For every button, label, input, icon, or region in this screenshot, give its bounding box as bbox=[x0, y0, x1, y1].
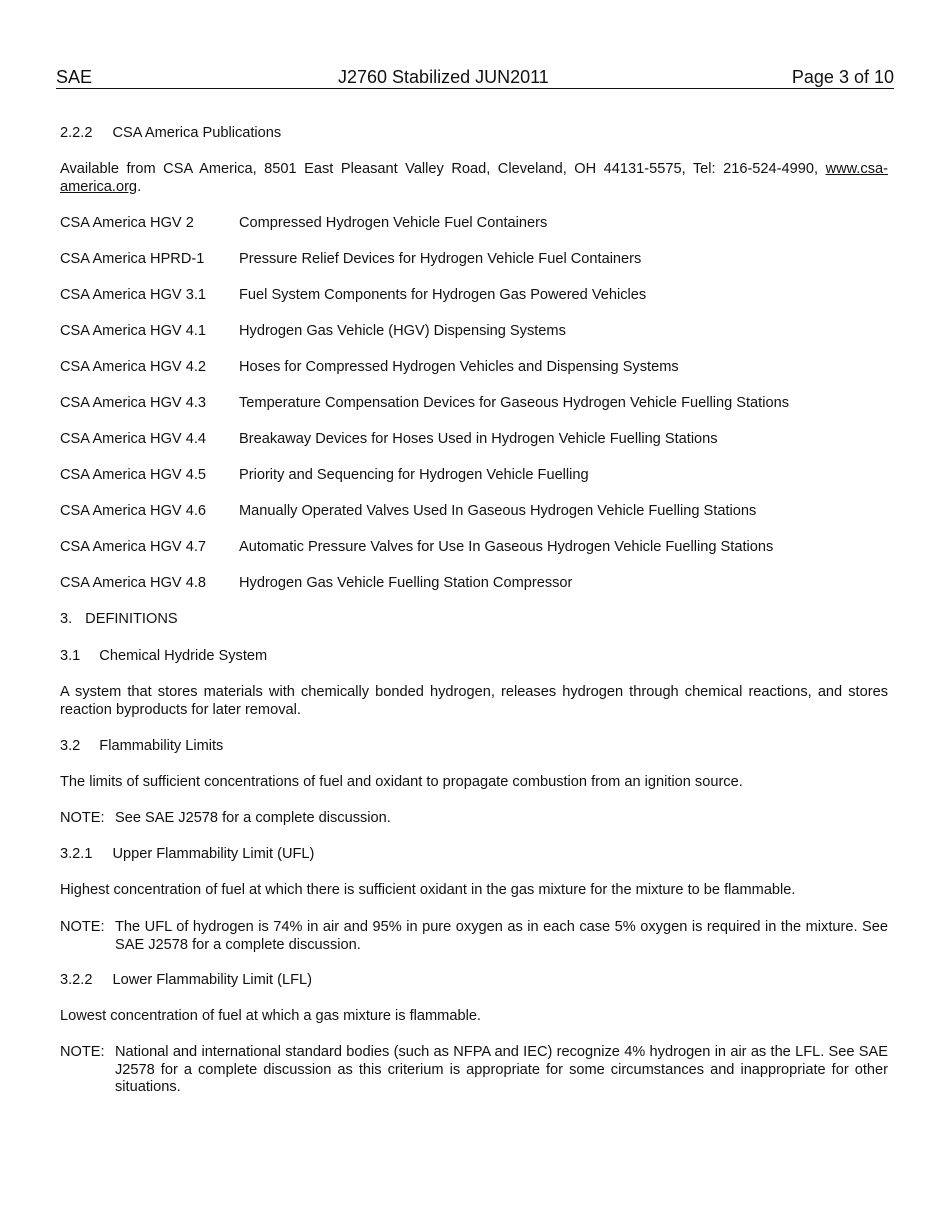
section-title: DEFINITIONS bbox=[85, 611, 178, 627]
section-number: 3.2 bbox=[60, 738, 81, 754]
section-heading-2-2-2 bbox=[60, 125, 888, 143]
reference-title: Breakaway Devices for Hoses Used in Hydrogen Vehicle Fuelling Stations bbox=[239, 431, 718, 447]
section-heading-3-2 bbox=[60, 738, 888, 756]
reference-title: Fuel System Components for Hydrogen Gas Powered Vehicles bbox=[239, 287, 647, 303]
reference-code: CSA America HGV 4.3 bbox=[60, 395, 206, 411]
section-number: 3.2.1 bbox=[60, 846, 93, 862]
section-heading-3-2-2 bbox=[60, 972, 888, 990]
definition-flammability-limits: The limits of sufficient concentrations of fuel and oxidant to propagate combustion from an ignition source. bbox=[60, 774, 743, 790]
reference-title: Manually Operated Valves Used In Gaseous Hydrogen Vehicle Fuelling Stations bbox=[239, 503, 757, 519]
note-text: National and international standard bodies (such as NFPA and IEC) recognize 4% hydrogen in air as the LFL. See SAE J2578 for a complete discussion as this criterium is appropriate for some circumstances and inappropriate for other situations. bbox=[115, 1044, 888, 1095]
reference-code: CSA America HGV 2 bbox=[60, 215, 194, 231]
reference-title: Automatic Pressure Valves for Use In Gaseous Hydrogen Vehicle Fuelling Stations bbox=[239, 539, 774, 555]
note-text: The UFL of hydrogen is 74% in air and 95% in pure oxygen as in each case 5% oxygen is required in the mixture. See SAE J2578 for a complete discussion. bbox=[115, 919, 888, 953]
header-page-number: Page 3 of 10 bbox=[791, 67, 894, 87]
availability-text: Available from CSA America, 8501 East Pleasant Valley Road, Cleveland, OH 44131-5575, Tel: 216-524-4990, bbox=[60, 161, 826, 177]
reference-title: Temperature Compensation Devices for Gaseous Hydrogen Vehicle Fuelling Stations bbox=[239, 395, 789, 411]
section-number: 3.2.2 bbox=[60, 972, 93, 988]
note-3-2 bbox=[60, 810, 888, 828]
reference-code: CSA America HGV 4.1 bbox=[60, 323, 206, 339]
note-label: NOTE: bbox=[60, 810, 105, 826]
header-publisher: SAE bbox=[56, 67, 93, 87]
definition-chemical-hydride: A system that stores materials with chemically bonded hydrogen, releases hydrogen through chemical reactions, and stores reaction byproducts for later removal. bbox=[60, 684, 888, 718]
header-document-id: J2760 Stabilized JUN2011 bbox=[338, 67, 549, 87]
reference-title: Hoses for Compressed Hydrogen Vehicles and Dispensing Systems bbox=[239, 359, 679, 375]
reference-code: CSA America HGV 3.1 bbox=[60, 287, 206, 303]
section-number: 3.1 bbox=[60, 648, 81, 664]
section-heading-3-2-1 bbox=[60, 846, 888, 864]
csa-america-link[interactable]: www.csa-america.org bbox=[60, 161, 888, 195]
section-number: 2.2.2 bbox=[60, 125, 93, 141]
definition-ufl: Highest concentration of fuel at which there is sufficient oxidant in the gas mixture for the mixture to be flammable. bbox=[60, 882, 796, 898]
section-number: 3. bbox=[60, 611, 73, 627]
availability-period: . bbox=[137, 178, 142, 195]
note-label: NOTE: bbox=[60, 919, 105, 935]
reference-code: CSA America HGV 4.7 bbox=[60, 539, 206, 555]
reference-title: Hydrogen Gas Vehicle Fuelling Station Compressor bbox=[239, 575, 573, 591]
section-title: Upper Flammability Limit (UFL) bbox=[112, 846, 315, 862]
reference-code: CSA America HPRD-1 bbox=[60, 251, 205, 267]
section-heading-3-1 bbox=[60, 648, 888, 666]
definition-lfl: Lowest concentration of fuel at which a gas mixture is flammable. bbox=[60, 1008, 481, 1024]
reference-title: Compressed Hydrogen Vehicle Fuel Containers bbox=[239, 215, 548, 231]
reference-code: CSA America HGV 4.6 bbox=[60, 503, 206, 519]
availability-paragraph bbox=[60, 161, 888, 196]
reference-code: CSA America HGV 4.4 bbox=[60, 431, 206, 447]
reference-title: Pressure Relief Devices for Hydrogen Vehicle Fuel Containers bbox=[239, 251, 642, 267]
page-header bbox=[56, 66, 894, 89]
reference-code: CSA America HGV 4.8 bbox=[60, 575, 206, 591]
reference-title: Hydrogen Gas Vehicle (HGV) Dispensing Systems bbox=[239, 323, 566, 339]
section-title: CSA America Publications bbox=[112, 125, 282, 141]
note-3-2-1 bbox=[60, 919, 888, 954]
reference-title: Priority and Sequencing for Hydrogen Vehicle Fuelling bbox=[239, 467, 589, 483]
section-title: Chemical Hydride System bbox=[99, 648, 268, 664]
note-label: NOTE: bbox=[60, 1044, 105, 1060]
section-title: Flammability Limits bbox=[99, 738, 224, 754]
reference-code: CSA America HGV 4.2 bbox=[60, 359, 206, 375]
section-title: Lower Flammability Limit (LFL) bbox=[112, 972, 312, 988]
section-heading-3 bbox=[60, 611, 888, 629]
reference-code: CSA America HGV 4.5 bbox=[60, 467, 206, 483]
note-3-2-2 bbox=[60, 1044, 888, 1097]
note-text: See SAE J2578 for a complete discussion. bbox=[115, 810, 391, 826]
